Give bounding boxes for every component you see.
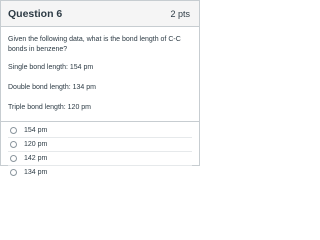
- question-title: Question 6: [8, 7, 63, 20]
- answer-label: 142 pm: [24, 155, 48, 162]
- answer-label: 134 pm: [24, 169, 48, 176]
- question-header: [1, 1, 199, 27]
- answer-option-120[interactable]: [8, 138, 192, 152]
- answer-list: [8, 124, 192, 179]
- question-body: [1, 27, 199, 179]
- radio-button-icon[interactable]: [10, 169, 17, 176]
- answer-option-142[interactable]: [8, 152, 192, 166]
- data-line-single-bond: Single bond length: 154 pm: [8, 64, 94, 71]
- radio-button-icon[interactable]: [10, 141, 17, 148]
- answer-option-134[interactable]: [8, 166, 192, 179]
- question-points: 2 pts: [170, 8, 190, 19]
- answer-label: 154 pm: [24, 127, 48, 134]
- answers-divider: [1, 121, 199, 122]
- answer-label: 120 pm: [24, 141, 48, 148]
- data-line-double-bond: Double bond length: 134 pm: [8, 84, 96, 91]
- question-card: [0, 0, 200, 176]
- data-line-triple-bond: Triple bond length: 120 pm: [8, 104, 92, 111]
- answer-option-154[interactable]: [8, 124, 192, 138]
- question-prompt: Given the following data, what is the bond length of C-C bonds in benzene?: [8, 36, 181, 53]
- radio-button-icon[interactable]: [10, 127, 17, 134]
- radio-button-icon[interactable]: [10, 155, 17, 162]
